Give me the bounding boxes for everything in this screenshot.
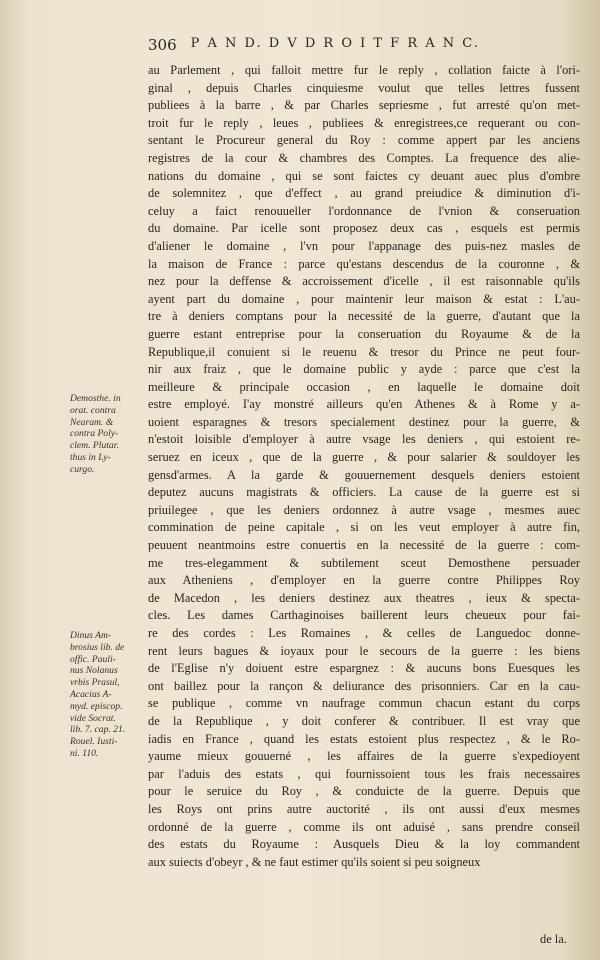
margin-note-line: contra Poly- — [70, 428, 119, 440]
margin-note-line: Nearam. & — [70, 416, 114, 428]
body-line: nations du domaine , qui se sont faictes cy deuant auec plus d'ombre — [148, 168, 580, 183]
body-line: ordonné de la guerre , comme ils ont aduisé , sans prendre conseil — [148, 819, 580, 834]
body-line: la maison de France : parce qu'estans descendus de la couronne , & — [148, 256, 580, 271]
margin-note-line: Acacius A- — [70, 688, 112, 700]
running-title: P A N D. D V D R O I T F R A N C. — [190, 36, 480, 51]
body-line: priuilegee , que les deniers ordonnez à autre vsage , mesmes auec — [148, 502, 580, 517]
body-line: tre à deniers comptans pour la necessité de la guerre, d'autant que la — [148, 309, 580, 324]
body-line: meilleure & principale occasion , en laquelle le domaine doit — [148, 379, 580, 394]
body-line: de Macedon , les deniers destinez aux theatres , ieux & specta- — [148, 590, 580, 605]
margin-note-line: Rouel. Iusti- — [70, 736, 118, 748]
margin-note-line: vide Socrat. — [70, 712, 116, 724]
body-line: deputez aucuns magistrats & officiers. La cause de la guerre est si — [148, 485, 580, 500]
body-line: ginal , depuis Charles cinquiesme voulut que telles lettres fussent — [148, 80, 580, 95]
margin-note-line: ni. 110. — [70, 747, 99, 759]
body-line: cles. Les dames Carthaginoises baillerent leurs cheueux pour fai- — [148, 608, 580, 623]
margin-note-line: nus Nolanus — [70, 665, 118, 677]
body-line: aux suiects d'obeyr , & ne faut estimer qu'ils soient si peu soigneux — [148, 854, 481, 869]
body-line: estre employé. I'ay monstré ailleurs qu'en Athenes & à Rome y a- — [148, 397, 580, 412]
body-line: Republique,il conuient si le reuenu & tresor du Prince ne peut four- — [148, 344, 580, 359]
margin-note-line: curgo. — [70, 463, 95, 475]
body-line: aux Atheniens , d'employer en la guerre contre Philippes Roy — [148, 573, 580, 588]
body-line: d'aliener le domaine , l'vn pour l'appanage des puis-nez masles de — [148, 238, 580, 253]
body-line: de l'Eglise n'y doiuent estre espargnez : & aucuns bons Euesques les — [148, 661, 580, 676]
body-line: nir aux fraiz , que le domaine public y ayde : parce que c'est la — [148, 362, 580, 377]
body-line: sentant le Procureur general du Roy : comme appert par les anciens — [148, 133, 580, 148]
body-line: guerre estant entreprise pour la conseruation du Royaume & de la — [148, 326, 580, 341]
body-line: rent leurs bagues & ioyaux pour le secours de la guerre : les biens — [148, 643, 580, 658]
margin-note-demosthenes — [70, 393, 152, 476]
body-line: n'estoit loisible d'employer à autre vsage les deniers , qui estoient re- — [148, 432, 580, 447]
body-line: de solemnitez , que d'effect , au grand preiudice & diminution d'i- — [148, 186, 580, 201]
body-line: re des cordes : Les Romaines , & celles de Languedoc donne- — [148, 626, 580, 640]
body-line: seruez en iceux , que de la guerre , & pour salarier & souldoyer les — [148, 450, 580, 465]
margin-note-line: vrbis Prasul, — [70, 677, 120, 689]
body-line: nez pour la deffense & accroissement d'icelle , il est raisonnable qu'ils — [148, 274, 580, 289]
catchword: de la. — [540, 932, 567, 946]
margin-note-line: thus in Ly- — [70, 451, 111, 463]
page-header — [148, 36, 568, 54]
body-line: troit fur le reply , leues , publiees & enregistrees,ce requerant ou con- — [148, 115, 580, 130]
body-line: commination de peine capitale , si on les veut employer à autre fin, — [148, 520, 580, 535]
body-line: celuy a faict renouueller l'ordonnance de l'vnion & conseruation — [148, 203, 580, 218]
body-line: gensd'armes. A la garde & gouuernement desquels deniers estoient — [148, 467, 580, 482]
margin-note-line: brosius lib. de — [70, 641, 125, 653]
margin-note-line: offic. Pauli- — [70, 653, 116, 665]
body-line: peuuent neantmoins estre conuertis en la necessité de la guerre : com- — [148, 538, 580, 553]
margin-note-line: clem. Plutar. — [70, 440, 119, 452]
margin-note-line: Demosthe. in — [70, 393, 121, 404]
body-text — [148, 62, 580, 871]
margin-note-line: Dinus Am- — [70, 630, 112, 641]
body-line: uoient esparagnes & tresors specialement destinez pour la guerre, & — [148, 414, 580, 429]
body-line: du domaine. Par icelle sont proposez deux cas , esquels est permis — [148, 221, 580, 236]
facing-page-bleed — [586, 40, 600, 940]
body-line: ayent part du domaine , pour maintenir leur maison & estat : L'au- — [148, 291, 580, 306]
body-line: registres de la cour & chambres des Comptes. La frequence des alie- — [148, 150, 580, 165]
body-line: iadis en France , quand les estats estoient plus respectez , & le Ro- — [148, 731, 580, 746]
body-line: par l'aduis des estats , qui fournissoient tous les frais necessaires — [148, 766, 580, 781]
margin-note-line: lib. 7. cap. 21. — [70, 724, 126, 736]
body-line: me tres-elegamment & subtilement sceut Demosthene persuader — [148, 555, 580, 570]
body-line: pour le seruice du Roy , & conduicte de la guerre. Depuis que — [148, 784, 580, 799]
body-line: au Parlement , qui falloit mettre fur le reply , collation faicte à l'ori- — [148, 63, 580, 77]
margin-note-line: myd. episcop. — [70, 700, 123, 712]
body-line: les Roys ont prins autre auctorité , ils ont aussi d'eux mesmes — [148, 801, 580, 816]
page-number: 306 — [148, 36, 177, 54]
body-line: se publique , comme vn naufrage commun chacun estant du corps — [148, 696, 580, 711]
body-line: des estats du Royaume : Ausquels Dieu & la loy commandent — [148, 837, 580, 852]
body-line: de la Republique , y doit conferer & contribuer. Il est vray que — [148, 713, 580, 728]
body-line: publiees à la barre , & par Charles sepriesme , fut arresté qu'on met- — [148, 98, 580, 113]
margin-note-line: orat. contra — [70, 404, 116, 416]
margin-note-ambrosius — [70, 630, 152, 760]
body-line: yaume mieux gouuerné , les affaires de la guerre s'expedioyent — [148, 749, 580, 764]
body-line: ont baillez pour la rançon & deliurance des prisonniers. Car en la cau- — [148, 678, 580, 693]
